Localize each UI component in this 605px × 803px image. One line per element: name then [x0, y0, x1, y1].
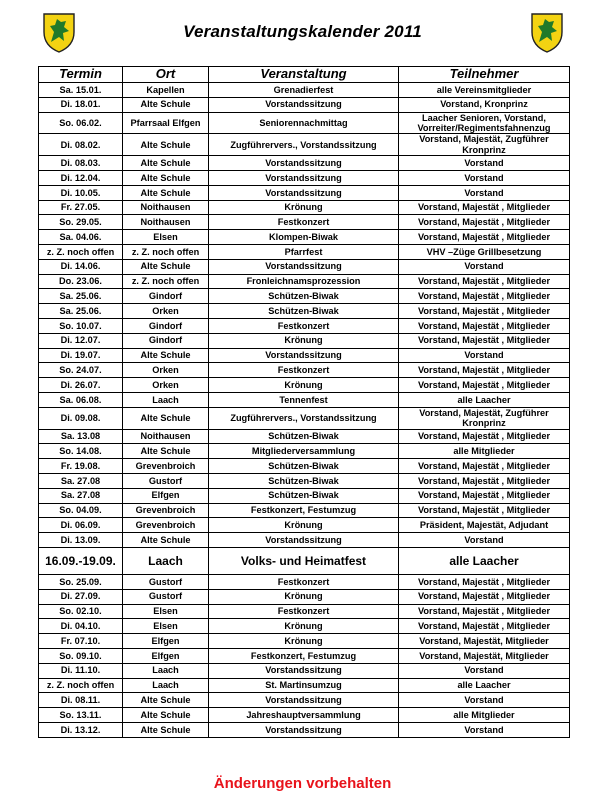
cell-teilnehmer: Vorstand, Majestät , Mitglieder: [399, 333, 570, 348]
cell-teilnehmer: Vorstand, Majestät , Mitglieder: [399, 574, 570, 589]
table-row: [39, 459, 570, 474]
cell-termin: So. 14.08.: [39, 444, 123, 459]
cell-veranstaltung: Tennenfest: [209, 392, 399, 407]
column-header-teilnehmer: Teilnehmer: [399, 67, 570, 83]
table-row: [39, 488, 570, 503]
cell-ort: Gustorf: [123, 574, 209, 589]
table-row: [39, 589, 570, 604]
cell-ort: Gindorf: [123, 333, 209, 348]
table-row: [39, 304, 570, 319]
cell-veranstaltung: Vorstandssitzung: [209, 722, 399, 737]
cell-veranstaltung: Vorstandssitzung: [209, 348, 399, 363]
cell-termin: So. 29.05.: [39, 215, 123, 230]
cell-veranstaltung: Schützen-Biwak: [209, 429, 399, 444]
cell-veranstaltung: Vorstandssitzung: [209, 533, 399, 548]
cell-teilnehmer: Vorstand, Majestät , Mitglieder: [399, 200, 570, 215]
cell-teilnehmer: alle Laacher: [399, 678, 570, 693]
cell-teilnehmer: Vorstand, Majestät , Mitglieder: [399, 304, 570, 319]
cell-veranstaltung: Festkonzert: [209, 363, 399, 378]
cell-teilnehmer: Vorstand, Majestät, Zugführer Kronprinz: [399, 134, 570, 156]
cell-termin: Sa. 06.08.: [39, 392, 123, 407]
cell-teilnehmer: Vorstand, Majestät, Mitglieder: [399, 634, 570, 649]
cell-ort: Kapellen: [123, 83, 209, 98]
cell-veranstaltung: Vorstandssitzung: [209, 185, 399, 200]
cell-ort: Alte Schule: [123, 259, 209, 274]
table-row: [39, 503, 570, 518]
cell-ort: Noithausen: [123, 200, 209, 215]
cell-termin: Di. 13.12.: [39, 722, 123, 737]
cell-ort: Alte Schule: [123, 348, 209, 363]
cell-veranstaltung: St. Martinsumzug: [209, 678, 399, 693]
table-row: [39, 378, 570, 393]
cell-ort: Laach: [123, 663, 209, 678]
cell-termin: Di. 19.07.: [39, 348, 123, 363]
cell-termin: So. 04.09.: [39, 503, 123, 518]
table-row: [39, 693, 570, 708]
cell-veranstaltung: Vorstandssitzung: [209, 97, 399, 112]
cell-ort: Gindorf: [123, 289, 209, 304]
table-row: [39, 708, 570, 723]
cell-termin: Fr. 19.08.: [39, 459, 123, 474]
table-row: [39, 634, 570, 649]
cell-ort: Alte Schule: [123, 444, 209, 459]
cell-veranstaltung: Vorstandssitzung: [209, 156, 399, 171]
cell-veranstaltung: Zugführervers., Vorstandssitzung: [209, 407, 399, 429]
cell-teilnehmer: Vorstand: [399, 156, 570, 171]
table-row: [39, 134, 570, 156]
table-row: [39, 392, 570, 407]
cell-veranstaltung: Krönung: [209, 518, 399, 533]
cell-ort: Alte Schule: [123, 134, 209, 156]
cell-teilnehmer: alle Laacher: [399, 392, 570, 407]
cell-termin: So. 13.11.: [39, 708, 123, 723]
cell-veranstaltung: Seniorennachmittag: [209, 112, 399, 134]
cell-termin: Sa. 27.08: [39, 488, 123, 503]
cell-ort: Laach: [123, 678, 209, 693]
table-row: [39, 245, 570, 260]
cell-termin: Sa. 27.08: [39, 473, 123, 488]
cell-termin: Di. 06.09.: [39, 518, 123, 533]
cell-teilnehmer: Vorstand, Majestät, Mitglieder: [399, 648, 570, 663]
cell-veranstaltung: Festkonzert: [209, 215, 399, 230]
cell-veranstaltung: Zugführervers., Vorstandssitzung: [209, 134, 399, 156]
cell-ort: Orken: [123, 304, 209, 319]
cell-ort: z. Z. noch offen: [123, 274, 209, 289]
cell-ort: Noithausen: [123, 215, 209, 230]
cell-veranstaltung: Grenadierfest: [209, 83, 399, 98]
cell-termin: So. 25.09.: [39, 574, 123, 589]
table-row: [39, 289, 570, 304]
cell-teilnehmer: Vorstand, Majestät , Mitglieder: [399, 604, 570, 619]
cell-ort: Alte Schule: [123, 708, 209, 723]
cell-termin: Fr. 07.10.: [39, 634, 123, 649]
cell-termin: Di. 08.02.: [39, 134, 123, 156]
cell-veranstaltung: Krönung: [209, 333, 399, 348]
cell-ort: Alte Schule: [123, 693, 209, 708]
cell-teilnehmer: Vorstand, Kronprinz: [399, 97, 570, 112]
cell-teilnehmer: Vorstand, Majestät , Mitglieder: [399, 230, 570, 245]
cell-teilnehmer: alle Mitglieder: [399, 444, 570, 459]
cell-termin: Di. 12.04.: [39, 171, 123, 186]
cell-teilnehmer: Vorstand: [399, 663, 570, 678]
cell-teilnehmer: Vorstand, Majestät , Mitglieder: [399, 459, 570, 474]
cell-veranstaltung: Festkonzert, Festumzug: [209, 503, 399, 518]
cell-veranstaltung: Schützen-Biwak: [209, 289, 399, 304]
cell-termin: So. 09.10.: [39, 648, 123, 663]
column-header-termin: Termin: [39, 67, 123, 83]
cell-termin: Sa. 25.06.: [39, 304, 123, 319]
table-row: [39, 663, 570, 678]
cell-termin: Sa. 25.06.: [39, 289, 123, 304]
cell-veranstaltung: Krönung: [209, 589, 399, 604]
cell-ort: Orken: [123, 363, 209, 378]
cell-veranstaltung: Volks- und Heimatfest: [209, 547, 399, 574]
cell-teilnehmer: Vorstand, Majestät , Mitglieder: [399, 318, 570, 333]
cell-ort: Alte Schule: [123, 407, 209, 429]
cell-ort: Elsen: [123, 604, 209, 619]
table-row: [39, 171, 570, 186]
cell-termin: Di. 26.07.: [39, 378, 123, 393]
table-row: [39, 112, 570, 134]
cell-teilnehmer: Vorstand, Majestät , Mitglieder: [399, 473, 570, 488]
table-row: [39, 363, 570, 378]
cell-teilnehmer: alle Laacher: [399, 547, 570, 574]
cell-termin: Di. 04.10.: [39, 619, 123, 634]
cell-veranstaltung: Krönung: [209, 619, 399, 634]
footer-note: Änderungen vorbehalten: [213, 775, 392, 792]
cell-veranstaltung: Festkonzert: [209, 604, 399, 619]
cell-ort: Gustorf: [123, 589, 209, 604]
cell-ort: Alte Schule: [123, 171, 209, 186]
cell-veranstaltung: Schützen-Biwak: [209, 459, 399, 474]
cell-termin: z. Z. noch offen: [39, 678, 123, 693]
cell-termin: Di. 11.10.: [39, 663, 123, 678]
cell-ort: Grevenbroich: [123, 459, 209, 474]
cell-teilnehmer: Vorstand: [399, 348, 570, 363]
cell-teilnehmer: Vorstand, Majestät , Mitglieder: [399, 274, 570, 289]
cell-termin: So. 10.07.: [39, 318, 123, 333]
cell-teilnehmer: VHV –Züge Grillbesetzung: [399, 245, 570, 260]
table-row: [39, 444, 570, 459]
cell-ort: Elfgen: [123, 648, 209, 663]
cell-teilnehmer: Präsident, Majestät, Adjudant: [399, 518, 570, 533]
cell-termin: Di. 27.09.: [39, 589, 123, 604]
cell-veranstaltung: Jahreshauptversammlung: [209, 708, 399, 723]
cell-veranstaltung: Fronleichnamsprozession: [209, 274, 399, 289]
cell-veranstaltung: Pfarrfest: [209, 245, 399, 260]
cell-veranstaltung: Klompen-Biwak: [209, 230, 399, 245]
cell-teilnehmer: Vorstand, Majestät , Mitglieder: [399, 215, 570, 230]
cell-termin: 16.09.-19.09.: [39, 547, 123, 574]
cell-veranstaltung: Schützen-Biwak: [209, 304, 399, 319]
cell-termin: z. Z. noch offen: [39, 245, 123, 260]
cell-ort: Alte Schule: [123, 533, 209, 548]
cell-veranstaltung: Festkonzert: [209, 318, 399, 333]
cell-termin: So. 06.02.: [39, 112, 123, 134]
cell-veranstaltung: Vorstandssitzung: [209, 693, 399, 708]
table-row: [39, 156, 570, 171]
cell-ort: Gindorf: [123, 318, 209, 333]
cell-ort: Alte Schule: [123, 156, 209, 171]
cell-ort: Alte Schule: [123, 185, 209, 200]
cell-veranstaltung: Schützen-Biwak: [209, 473, 399, 488]
table-row: [39, 619, 570, 634]
cell-ort: z. Z. noch offen: [123, 245, 209, 260]
cell-termin: Sa. 15.01.: [39, 83, 123, 98]
table-row: [39, 83, 570, 98]
cell-termin: Do. 23.06.: [39, 274, 123, 289]
table-body: [39, 83, 570, 738]
cell-veranstaltung: Vorstandssitzung: [209, 663, 399, 678]
table-row: [39, 333, 570, 348]
column-header-ort: Ort: [123, 67, 209, 83]
table-row: [39, 429, 570, 444]
cell-teilnehmer: Vorstand, Majestät , Mitglieder: [399, 619, 570, 634]
cell-ort: Gustorf: [123, 473, 209, 488]
cell-teilnehmer: Vorstand: [399, 259, 570, 274]
table-row: [39, 274, 570, 289]
cell-veranstaltung: Vorstandssitzung: [209, 259, 399, 274]
table-row: [39, 533, 570, 548]
cell-veranstaltung: Festkonzert: [209, 574, 399, 589]
cell-veranstaltung: Krönung: [209, 200, 399, 215]
cell-teilnehmer: Vorstand: [399, 693, 570, 708]
cell-termin: Di. 13.09.: [39, 533, 123, 548]
cell-teilnehmer: Vorstand, Majestät , Mitglieder: [399, 488, 570, 503]
table-row: [39, 259, 570, 274]
table-row: [39, 200, 570, 215]
cell-termin: So. 02.10.: [39, 604, 123, 619]
page-title: Veranstaltungskalender 2011: [183, 22, 422, 41]
cell-teilnehmer: Vorstand, Majestät , Mitglieder: [399, 503, 570, 518]
cell-termin: Di. 08.11.: [39, 693, 123, 708]
cell-teilnehmer: Vorstand, Majestät , Mitglieder: [399, 289, 570, 304]
cell-teilnehmer: Vorstand: [399, 171, 570, 186]
cell-teilnehmer: Vorstand: [399, 185, 570, 200]
cell-teilnehmer: Vorstand, Majestät , Mitglieder: [399, 429, 570, 444]
cell-ort: Laach: [123, 547, 209, 574]
cell-termin: Di. 08.03.: [39, 156, 123, 171]
table-row: [39, 678, 570, 693]
table-row: [39, 97, 570, 112]
cell-ort: Elsen: [123, 230, 209, 245]
table-row: [39, 648, 570, 663]
cell-termin: Di. 09.08.: [39, 407, 123, 429]
cell-termin: Sa. 04.06.: [39, 230, 123, 245]
table-row: [39, 215, 570, 230]
cell-ort: Grevenbroich: [123, 518, 209, 533]
cell-ort: Pfarrsaal Elfgen: [123, 112, 209, 134]
table-row: [39, 574, 570, 589]
cell-termin: Di. 12.07.: [39, 333, 123, 348]
cell-termin: Fr. 27.05.: [39, 200, 123, 215]
table-row: [39, 547, 570, 574]
cell-ort: Elsen: [123, 619, 209, 634]
cell-teilnehmer: Vorstand, Majestät , Mitglieder: [399, 363, 570, 378]
cell-veranstaltung: Festkonzert, Festumzug: [209, 648, 399, 663]
table-row: [39, 348, 570, 363]
cell-teilnehmer: alle Vereinsmitglieder: [399, 83, 570, 98]
cell-ort: Elfgen: [123, 634, 209, 649]
table-row: [39, 318, 570, 333]
cell-teilnehmer: Vorstand, Majestät , Mitglieder: [399, 589, 570, 604]
table-row: [39, 473, 570, 488]
table-row: [39, 518, 570, 533]
cell-veranstaltung: Krönung: [209, 378, 399, 393]
table-header-row: [39, 67, 570, 83]
cell-veranstaltung: Schützen-Biwak: [209, 488, 399, 503]
table-row: [39, 722, 570, 737]
column-header-veranstaltung: Veranstaltung: [209, 67, 399, 83]
cell-teilnehmer: Vorstand, Majestät, Zugführer Kronprinz: [399, 407, 570, 429]
cell-teilnehmer: Vorstand: [399, 533, 570, 548]
cell-veranstaltung: Vorstandssitzung: [209, 171, 399, 186]
cell-teilnehmer: Vorstand, Majestät , Mitglieder: [399, 378, 570, 393]
table-row: [39, 230, 570, 245]
cell-ort: Alte Schule: [123, 722, 209, 737]
cell-ort: Grevenbroich: [123, 503, 209, 518]
cell-termin: Sa. 13.08: [39, 429, 123, 444]
cell-termin: Di. 18.01.: [39, 97, 123, 112]
cell-teilnehmer: Vorstand: [399, 722, 570, 737]
table-row: [39, 185, 570, 200]
table-row: [39, 604, 570, 619]
cell-ort: Noithausen: [123, 429, 209, 444]
event-calendar-table: [38, 66, 570, 738]
cell-teilnehmer: Laacher Senioren, Vorstand, Vorreiter/Regimentsfahnenzug: [399, 112, 570, 134]
cell-ort: Orken: [123, 378, 209, 393]
cell-veranstaltung: Mitgliederversammlung: [209, 444, 399, 459]
table-row: [39, 407, 570, 429]
cell-ort: Laach: [123, 392, 209, 407]
cell-ort: Elfgen: [123, 488, 209, 503]
cell-teilnehmer: alle Mitglieder: [399, 708, 570, 723]
cell-termin: Di. 10.05.: [39, 185, 123, 200]
cell-termin: Di. 14.06.: [39, 259, 123, 274]
cell-ort: Alte Schule: [123, 97, 209, 112]
cell-veranstaltung: Krönung: [209, 634, 399, 649]
cell-termin: So. 24.07.: [39, 363, 123, 378]
